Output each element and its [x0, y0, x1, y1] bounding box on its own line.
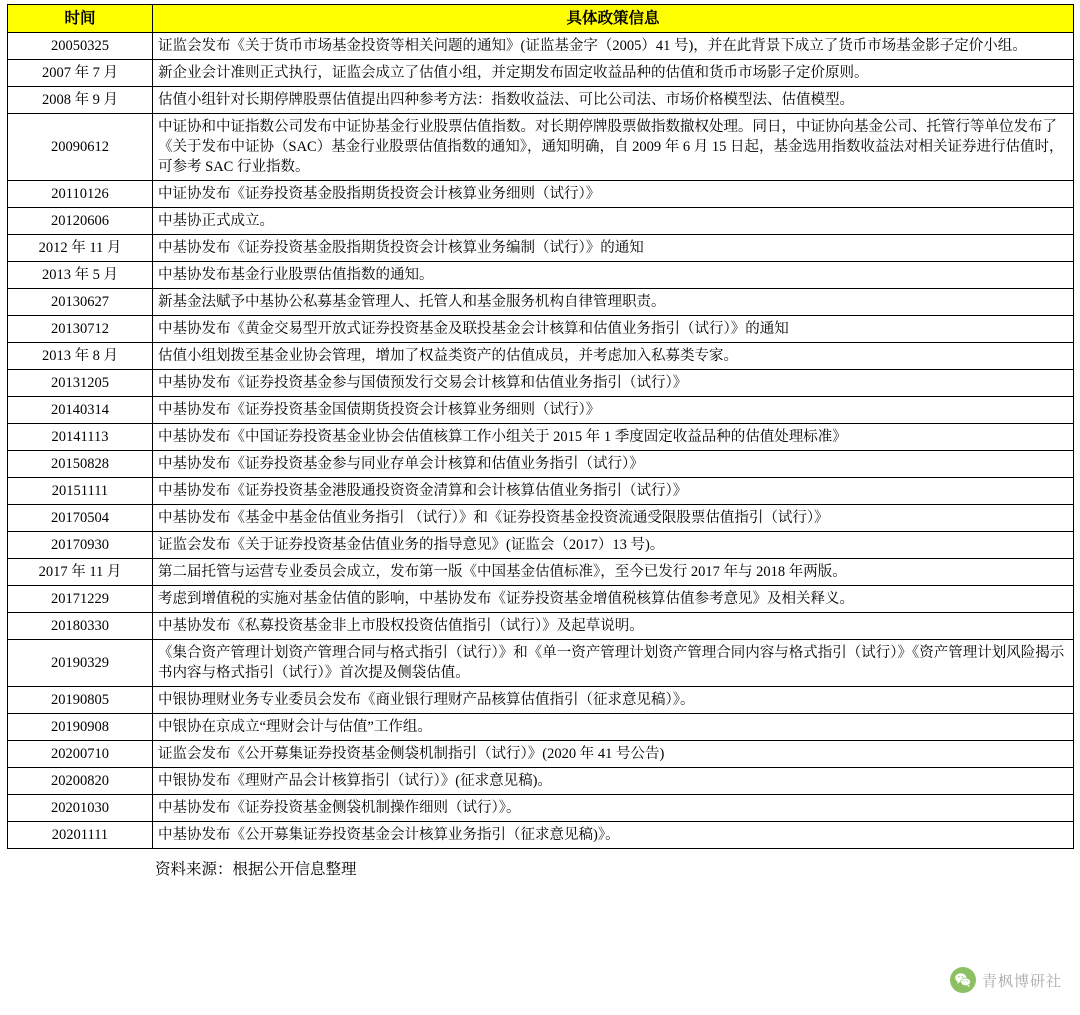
- cell-time: 20130712: [8, 316, 153, 343]
- cell-time: 2013 年 8 月: [8, 343, 153, 370]
- cell-time: 20171229: [8, 586, 153, 613]
- cell-time: 20170930: [8, 532, 153, 559]
- table-row: [8, 33, 1074, 60]
- table-row: [8, 687, 1074, 714]
- cell-time: 2012 年 11 月: [8, 235, 153, 262]
- table-row: [8, 505, 1074, 532]
- table-row: [8, 741, 1074, 768]
- table-row: [8, 424, 1074, 451]
- cell-policy-info: 中证协和中证指数公司发布中证协基金行业股票估值指数。对长期停牌股票做指数撤权处理。同日，中证协向基金公司、托管行等单位发布了《关于发布中证协（SAC）基金行业股票估值指数的通知》，通知明确，自 2009 年 6 月 15 日起，基金选用指数收益法对相关证券进行估值时，可参考 SAC 行业指数。: [153, 114, 1074, 181]
- table-row: [8, 181, 1074, 208]
- table-row: [8, 235, 1074, 262]
- table-row: [8, 768, 1074, 795]
- table-row: [8, 87, 1074, 114]
- cell-time: 20200820: [8, 768, 153, 795]
- table-row: [8, 316, 1074, 343]
- cell-policy-info: 中基协发布《中国证券投资基金业协会估值核算工作小组关于 2015 年 1 季度固定收益品种的估值处理标准》: [153, 424, 1074, 451]
- table-row: [8, 586, 1074, 613]
- cell-policy-info: 中银协在京成立“理财会计与估值”工作组。: [153, 714, 1074, 741]
- cell-policy-info: 中基协发布《基金中基金估值业务指引 （试行）》和《证券投资基金投资流通受限股票估值指引（试行）》: [153, 505, 1074, 532]
- table-header-row: [8, 5, 1074, 33]
- cell-time: 20090612: [8, 114, 153, 181]
- column-header-info: 具体政策信息: [153, 5, 1074, 33]
- cell-policy-info: 中银协理财业务专业委员会发布《商业银行理财产品核算估值指引（征求意见稿）》。: [153, 687, 1074, 714]
- cell-time: 20200710: [8, 741, 153, 768]
- cell-policy-info: 第二届托管与运营专业委员会成立，发布第一版《中国基金估值标准》，至今已发行 2017 年与 2018 年两版。: [153, 559, 1074, 586]
- cell-policy-info: 中证协发布《证券投资基金股指期货投资会计核算业务细则（试行）》: [153, 181, 1074, 208]
- cell-policy-info: 《集合资产管理计划资产管理合同与格式指引（试行）》和《单一资产管理计划资产管理合同内容与格式指引（试行）》《资产管理计划风险揭示书内容与格式指引（试行）》首次提及侧袋估值。: [153, 640, 1074, 687]
- cell-policy-info: 中基协发布《证券投资基金参与同业存单会计核算和估值业务指引（试行）》: [153, 451, 1074, 478]
- cell-time: 20110126: [8, 181, 153, 208]
- cell-policy-info: 中基协发布《证券投资基金股指期货投资会计核算业务编制（试行）》的通知: [153, 235, 1074, 262]
- cell-policy-info: 证监会发布《公开募集证券投资基金侧袋机制指引（试行）》(2020 年 41 号公告): [153, 741, 1074, 768]
- table-row: [8, 714, 1074, 741]
- cell-time: 20201111: [8, 822, 153, 849]
- cell-time: 2007 年 7 月: [8, 60, 153, 87]
- cell-time: 20180330: [8, 613, 153, 640]
- table-row: [8, 343, 1074, 370]
- document-page: [0, 4, 1080, 1015]
- column-header-time: 时间: [8, 5, 153, 33]
- table-row: [8, 397, 1074, 424]
- cell-time: 20130627: [8, 289, 153, 316]
- cell-time: 20190329: [8, 640, 153, 687]
- table-row: [8, 451, 1074, 478]
- table-row: [8, 114, 1074, 181]
- cell-time: 20131205: [8, 370, 153, 397]
- cell-policy-info: 中基协发布《证券投资基金侧袋机制操作细则（试行）》。: [153, 795, 1074, 822]
- cell-time: 20170504: [8, 505, 153, 532]
- cell-policy-info: 中基协发布《公开募集证券投资基金会计核算业务指引（征求意见稿)》。: [153, 822, 1074, 849]
- cell-time: 20190908: [8, 714, 153, 741]
- wechat-icon: [950, 967, 976, 993]
- table-row: [8, 262, 1074, 289]
- table-row: [8, 613, 1074, 640]
- cell-policy-info: 估值小组划拨至基金业协会管理，增加了权益类资产的估值成员，并考虑加入私募类专家。: [153, 343, 1074, 370]
- cell-policy-info: 证监会发布《关于货币市场基金投资等相关问题的通知》(证监基金字（2005）41 号)，并在此背景下成立了货币市场基金影子定价小组。: [153, 33, 1074, 60]
- cell-time: 20151111: [8, 478, 153, 505]
- cell-time: 20141113: [8, 424, 153, 451]
- cell-time: 2008 年 9 月: [8, 87, 153, 114]
- table-body: [8, 33, 1074, 849]
- cell-time: 20140314: [8, 397, 153, 424]
- cell-policy-info: 证监会发布《关于证券投资基金估值业务的指导意见》(证监会（2017）13 号)。: [153, 532, 1074, 559]
- cell-policy-info: 中基协发布基金行业股票估值指数的通知。: [153, 262, 1074, 289]
- cell-time: 20120606: [8, 208, 153, 235]
- table-row: [8, 795, 1074, 822]
- table-header: [8, 5, 1074, 33]
- watermark: [950, 967, 1062, 993]
- table-row: [8, 640, 1074, 687]
- cell-policy-info: 中基协发布《私募投资基金非上市股权投资估值指引（试行）》及起草说明。: [153, 613, 1074, 640]
- cell-time: 20190805: [8, 687, 153, 714]
- cell-policy-info: 中基协正式成立。: [153, 208, 1074, 235]
- cell-time: 2013 年 5 月: [8, 262, 153, 289]
- cell-policy-info: 中基协发布《证券投资基金国债期货投资会计核算业务细则（试行）》: [153, 397, 1074, 424]
- table-row: [8, 208, 1074, 235]
- table-row: [8, 822, 1074, 849]
- cell-time: 20150828: [8, 451, 153, 478]
- cell-time: 2017 年 11 月: [8, 559, 153, 586]
- table-row: [8, 60, 1074, 87]
- cell-policy-info: 中银协发布《理财产品会计核算指引（试行）》(征求意见稿)。: [153, 768, 1074, 795]
- policy-timeline-table: [7, 4, 1074, 849]
- cell-time: 20050325: [8, 33, 153, 60]
- table-row: [8, 370, 1074, 397]
- cell-policy-info: 新基金法赋予中基协公私募基金管理人、托管人和基金服务机构自律管理职责。: [153, 289, 1074, 316]
- cell-policy-info: 中基协发布《证券投资基金港股通投资资金清算和会计核算估值业务指引（试行）》: [153, 478, 1074, 505]
- cell-policy-info: 中基协发布《证券投资基金参与国债预发行交易会计核算和估值业务指引（试行）》: [153, 370, 1074, 397]
- table-row: [8, 478, 1074, 505]
- watermark-label: 青枫博研社: [981, 972, 1062, 990]
- source-note: 资料来源：根据公开信息整理: [155, 861, 357, 878]
- table-row: [8, 532, 1074, 559]
- table-row: [8, 289, 1074, 316]
- cell-policy-info: 考虑到增值税的实施对基金估值的影响，中基协发布《证券投资基金增值税核算估值参考意见》及相关释义。: [153, 586, 1074, 613]
- table-row: [8, 559, 1074, 586]
- cell-time: 20201030: [8, 795, 153, 822]
- cell-policy-info: 估值小组针对长期停牌股票估值提出四种参考方法：指数收益法、可比公司法、市场价格模型法、估值模型。: [153, 87, 1074, 114]
- cell-policy-info: 中基协发布《黄金交易型开放式证券投资基金及联投基金会计核算和估值业务指引（试行）》的通知: [153, 316, 1074, 343]
- cell-policy-info: 新企业会计准则正式执行，证监会成立了估值小组，并定期发布固定收益品种的估值和货币市场影子定价原则。: [153, 60, 1074, 87]
